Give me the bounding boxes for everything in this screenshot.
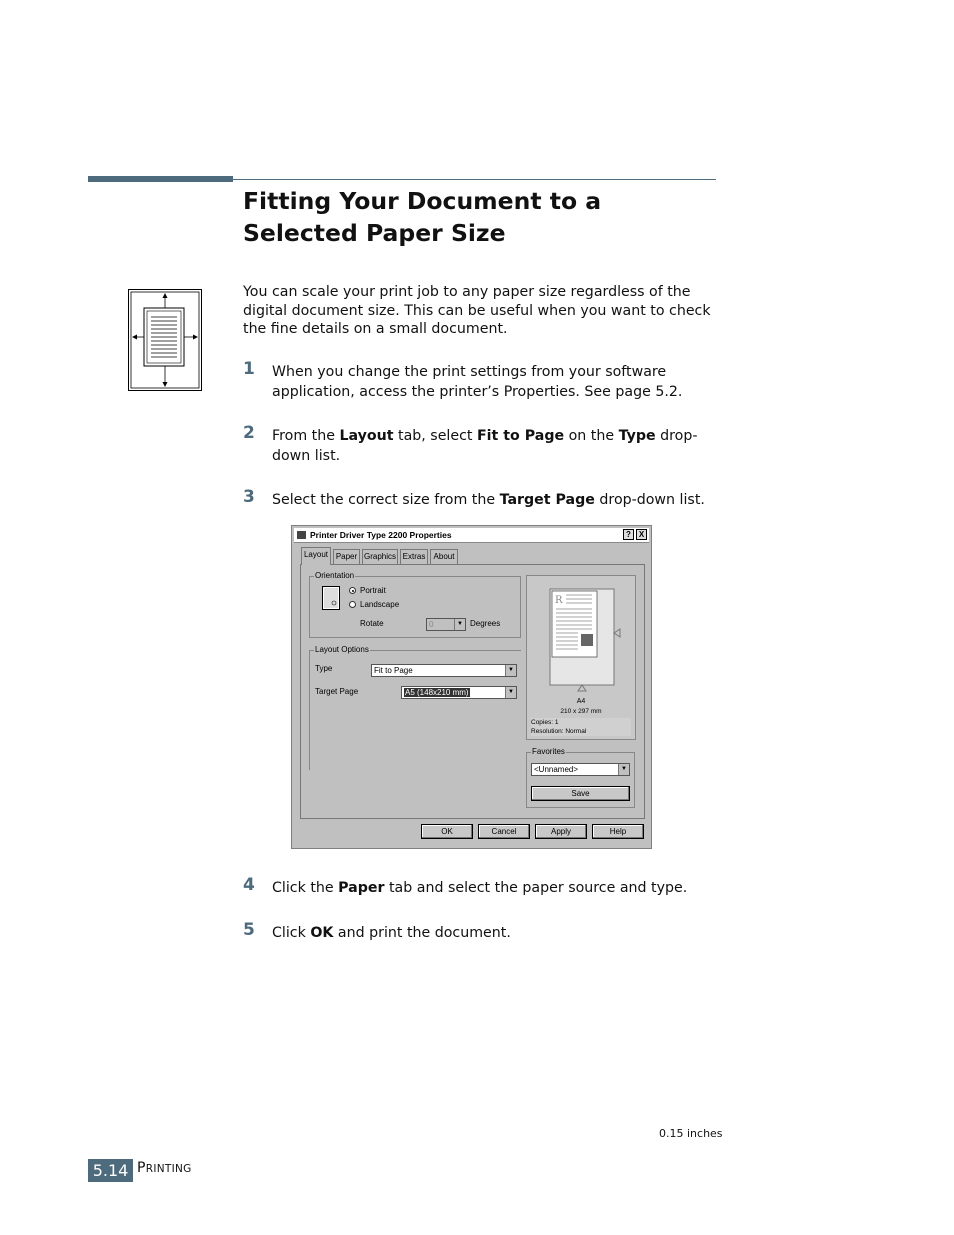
step-number: 5 xyxy=(243,920,255,940)
target-page-select[interactable] xyxy=(401,686,517,699)
portrait-page-icon xyxy=(322,586,340,610)
page-preview xyxy=(526,575,636,740)
layout-options-group xyxy=(309,645,521,770)
section-initial: P xyxy=(137,1160,146,1176)
printer-icon xyxy=(297,531,306,539)
paper-dimensions: 210 x 297 mm xyxy=(560,708,602,715)
step-keyword: Type xyxy=(618,428,656,444)
dialog-titlebar xyxy=(294,528,649,543)
favorites-group xyxy=(526,747,635,808)
intro-paragraph: You can scale your print job to any paper size regardless of the digital document size. This can be useful when you want to check the fine details on a small document. xyxy=(243,284,711,337)
dialog-title: Printer Driver Type 2200 Properties xyxy=(310,530,452,540)
cancel-button[interactable]: Cancel xyxy=(478,824,530,839)
step-5 xyxy=(243,920,723,944)
favorites-select[interactable] xyxy=(531,763,630,776)
heading-rule-thin xyxy=(233,179,716,180)
chevron-down-icon: ▼ xyxy=(618,764,629,775)
step-2 xyxy=(243,423,723,466)
step-text-part: Click xyxy=(272,925,311,941)
step-keyword: Target Page xyxy=(499,492,595,508)
favorites-value: <Unnamed> xyxy=(534,765,579,774)
step-keyword: Fit to Page xyxy=(476,428,565,444)
target-page-value: A5 (148x210 mm) xyxy=(405,688,469,697)
step-4 xyxy=(243,875,723,899)
favorites-label: Favorites xyxy=(532,747,565,756)
step-1 xyxy=(243,359,723,402)
paper-name: A4 xyxy=(576,698,586,705)
orientation-group xyxy=(309,571,521,638)
step-text-part: and print the document. xyxy=(333,925,511,941)
rotate-value: 0 xyxy=(429,620,434,629)
landscape-label: Landscape xyxy=(360,600,400,609)
tab-about[interactable]: About xyxy=(430,549,458,564)
step-number: 4 xyxy=(243,875,255,895)
step-text xyxy=(272,879,723,899)
step-text-part: tab and select the paper source and type. xyxy=(384,880,688,896)
landscape-radio[interactable] xyxy=(349,601,356,608)
ok-button[interactable]: OK xyxy=(421,824,473,839)
copies-info: Copies: 1 xyxy=(531,718,631,727)
svg-text:R: R xyxy=(555,595,563,606)
type-value: Fit to Page xyxy=(374,666,413,675)
resolution-info: Resolution: Normal xyxy=(531,727,631,736)
rotate-select[interactable] xyxy=(426,618,466,631)
step-number: 3 xyxy=(243,487,255,507)
step-3 xyxy=(243,487,723,511)
target-page-label: Target Page xyxy=(315,687,359,696)
page-preview-image xyxy=(532,581,632,696)
step-text-part: on the xyxy=(564,428,619,444)
page-title: Fitting Your Document to a Selected Paper Size xyxy=(243,187,602,247)
apply-button[interactable]: Apply xyxy=(535,824,587,839)
degrees-label: Degrees xyxy=(470,619,501,628)
step-text-part: When you change the print settings from your software application, access the printer’s Properties. See page 5.2. xyxy=(272,364,683,400)
step-text-part: Click the xyxy=(272,880,339,896)
chevron-down-icon: ▼ xyxy=(505,665,516,676)
type-label: Type xyxy=(315,664,333,673)
chevron-down-icon: ▼ xyxy=(454,619,465,630)
footnote: 0.15 inches xyxy=(659,1127,723,1140)
step-number: 2 xyxy=(243,423,255,443)
step-text-part: tab, select xyxy=(393,428,477,444)
step-text-part: Select the correct size from the xyxy=(272,492,500,508)
heading-rule-thick xyxy=(88,176,233,182)
help-question-icon[interactable]: ? xyxy=(623,529,634,540)
step-text xyxy=(272,924,723,944)
tab-graphics[interactable]: Graphics xyxy=(362,549,398,564)
step-text xyxy=(272,491,723,511)
portrait-radio[interactable] xyxy=(349,587,356,594)
step-text-part: From the xyxy=(272,428,340,444)
chevron-down-icon: ▼ xyxy=(505,687,516,698)
step-text xyxy=(272,363,723,402)
layout-options-label: Layout Options xyxy=(315,645,369,654)
section-rest: RINTING xyxy=(145,1163,192,1175)
rotate-label: Rotate xyxy=(360,619,384,628)
step-text-part: drop-down list. xyxy=(272,428,698,464)
section-name xyxy=(137,1160,192,1176)
orientation-label: Orientation xyxy=(315,571,355,580)
tab-layout[interactable]: Layout xyxy=(301,547,331,565)
type-select[interactable] xyxy=(371,664,517,677)
step-keyword: OK xyxy=(310,925,334,941)
help-button[interactable]: Help xyxy=(592,824,644,839)
step-keyword: Paper xyxy=(338,880,385,896)
close-icon[interactable]: X xyxy=(636,529,647,540)
fit-to-page-icon xyxy=(128,289,202,391)
step-text-part: drop-down list. xyxy=(594,492,705,508)
portrait-label: Portrait xyxy=(360,586,386,595)
save-button[interactable]: Save xyxy=(531,786,630,801)
step-text xyxy=(272,427,723,466)
page-number: 5.14 xyxy=(88,1159,133,1182)
tab-extras[interactable]: Extras xyxy=(400,549,428,564)
tab-paper[interactable]: Paper xyxy=(333,549,360,564)
step-number: 1 xyxy=(243,359,255,379)
properties-dialog xyxy=(291,525,652,849)
step-keyword: Layout xyxy=(339,428,394,444)
layout-tab-panel xyxy=(300,564,645,819)
